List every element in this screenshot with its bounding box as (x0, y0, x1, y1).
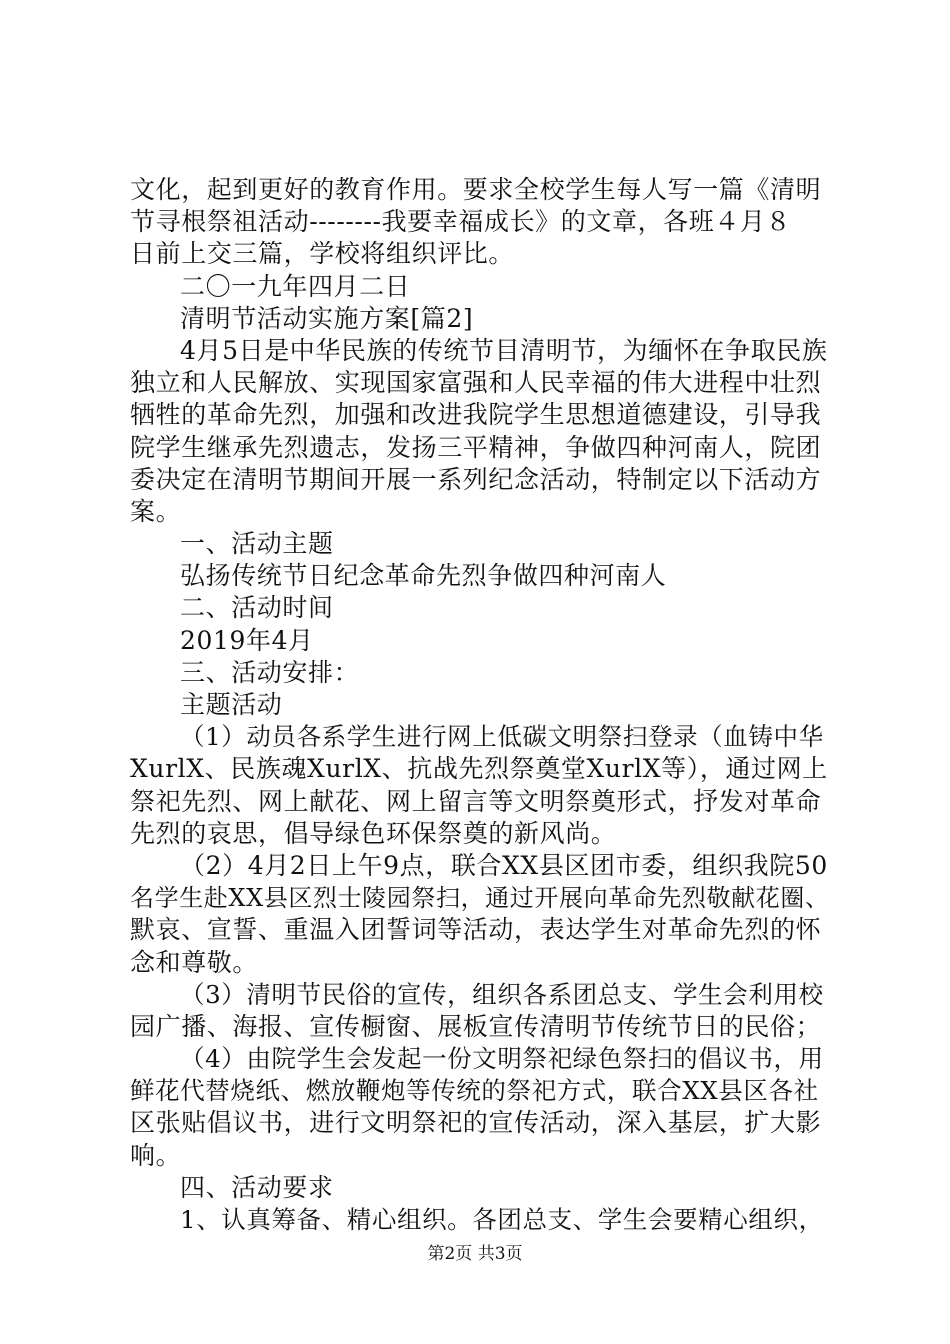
text-line: （4）由院学生会发起一份文明祭祀绿色祭扫的倡议书，用 (180, 1044, 824, 1074)
text-line: 响。 (130, 1140, 182, 1170)
text-line: 先烈的哀思，倡导绿色环保祭奠的新风尚。 (130, 818, 617, 848)
text-line: XurlX、民族魂XurlX、抗战先烈祭奠堂XurlX等），通过网上 (130, 754, 828, 784)
text-line: 一、活动主题 (180, 529, 334, 559)
text-line: 园广播、海报、宣传橱窗、展板宣传清明节传统节日的民俗； (130, 1011, 822, 1041)
text-line: 区张贴倡议书，进行文明祭祀的宣传活动，深入基层，扩大影 (130, 1108, 822, 1138)
text-line: （3）清明节民俗的宣传，组织各系团总支、学生会利用校 (180, 979, 824, 1009)
page-footer: 第2页 共3页 (427, 1244, 523, 1264)
text-line: 弘扬传统节日纪念革命先烈争做四种河南人 (180, 561, 667, 591)
document-body (130, 174, 830, 1236)
text-line: 名学生赴XX县区烈士陵园祭扫，通过开展向革命先烈敬献花圈、 (130, 884, 830, 913)
text-line: 牺牲的革命先烈，加强和改进我院学生思想道德建设，引导我 (130, 400, 822, 430)
text-line: （2）4月2日上午9点，联合XX县区团市委，组织我院50 (180, 850, 828, 880)
text-line: 二〇一九年四月二日 (180, 271, 411, 301)
text-line: 节寻根祭祖活动--------我要幸福成长》的文章，各班４月８ (130, 207, 792, 237)
text-line: 默哀、宣誓、重温入团誓词等活动，表达学生对革命先烈的怀 (130, 915, 822, 945)
text-line: 三、活动安排： (180, 657, 360, 687)
text-line: 二、活动时间 (180, 593, 334, 623)
text-line: 案。 (130, 496, 182, 526)
text-line: （1）动员各系学生进行网上低碳文明祭扫登录（血铸中华 (180, 722, 824, 752)
text-line: 独立和人民解放、实现国家富强和人民幸福的伟大进程中壮烈 (130, 368, 822, 398)
text-line: 日前上交三篇，学校将组织评比。 (130, 239, 515, 269)
text-line: 清明节活动实施方案[篇2] (180, 303, 474, 333)
text-line: 委决定在清明节期间开展一系列纪念活动，特制定以下活动方 (130, 464, 822, 494)
text-line: 四、活动要求 (180, 1172, 334, 1202)
text-line: 4月5日是中华民族的传统节目清明节，为缅怀在争取民族 (180, 335, 828, 365)
text-line: 念和尊敬。 (130, 947, 259, 977)
text-line: 2019年4月 (180, 625, 314, 655)
text-line: 鲜花代替烧纸、燃放鞭炮等传统的祭祀方式，联合XX县区各社 (130, 1076, 819, 1106)
text-line: 祭祀先烈、网上献花、网上留言等文明祭奠形式，抒发对革命 (130, 786, 822, 816)
text-line: 主题活动 (180, 690, 283, 719)
text-line: 文化，起到更好的教育作用。要求全校学生每人写一篇《清明 (130, 175, 822, 204)
text-line: 院学生继承先烈遗志，发扬三平精神，争做四种河南人，院团 (130, 432, 822, 462)
text-line: 1、认真筹备、精心组织。各团总支、学生会要精心组织， (180, 1205, 824, 1234)
